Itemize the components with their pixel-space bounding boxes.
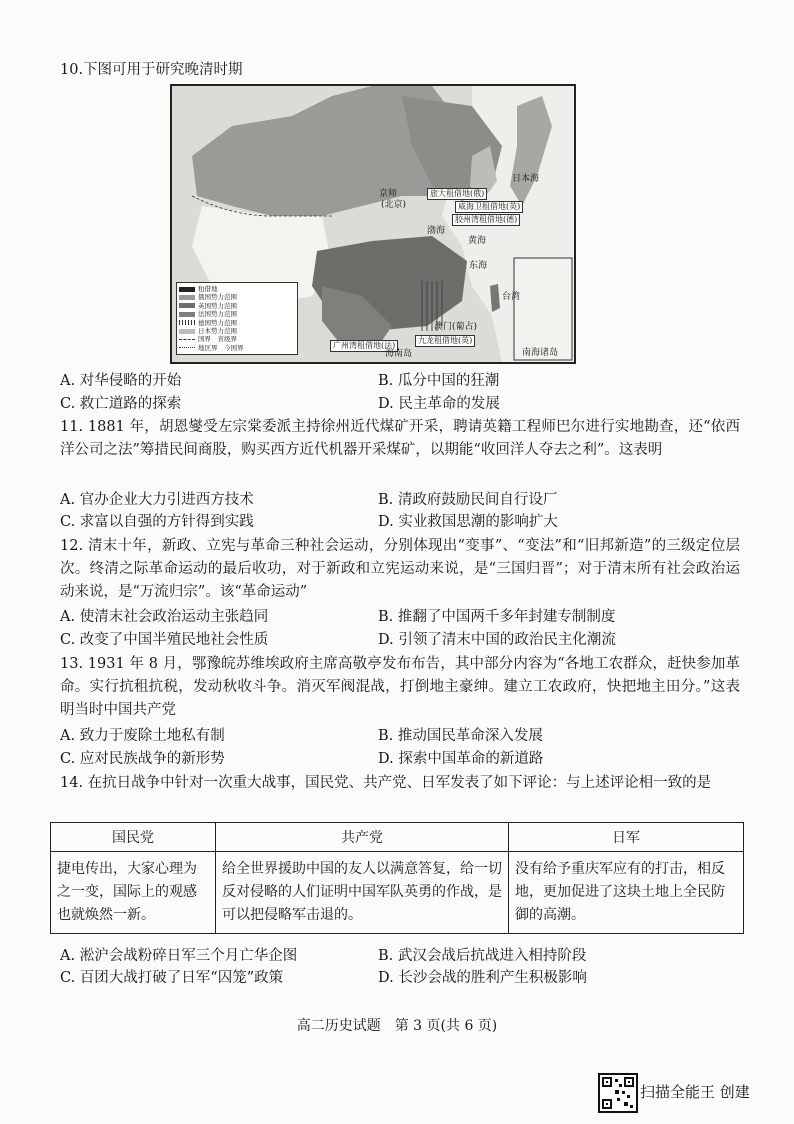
late-qing-map — [170, 84, 576, 364]
map-label-yellow-sea: 黄海 — [468, 236, 487, 246]
q13-option-c: C. 应对民族战争的新形势 — [60, 751, 225, 767]
q11-stem: 11. 1881 年，胡恩燮受左宗棠委派主持徐州近代煤矿开采，聘请英籍工程师巴尔进行实地勘查，还“依西洋公司之法”筹措民间商股，购买西方近代机器开采煤矿，以期能“收回洋人夺去之利”。这表明 — [60, 419, 740, 458]
q14-option-a: A. 淞沪会战粉碎日军三个月亡华企图 — [60, 948, 298, 964]
map-label-jingshi: 京师 — [379, 189, 398, 199]
q12-option-a: A. 使清末社会政治运动主张趋同 — [60, 609, 269, 625]
legend-row: 英国势力范围 — [179, 302, 295, 310]
q10-stem: 10.下图可用于研究晚清时期 — [60, 62, 243, 78]
map-label-beijing: (北京) — [381, 200, 407, 210]
q13-option-d: D. 探索中国革命的新道路 — [378, 751, 544, 767]
map-legend — [176, 282, 298, 355]
q12-stem: 12. 清末十年，新政、立宪与革命三种社会运动，分别体现出“变事”、“变法”和“旧邦新造”的三级定位层次。终清之际革命运动的最后收功，对于新政和立宪运动来说，是“三国归晋”；对于清末所有社会政治运动来说，是“万流归宗”。该“革命运动” — [60, 538, 740, 600]
legend-row: 日本势力范围 — [179, 327, 295, 335]
table-header-kmt: 国民党 — [51, 823, 216, 852]
table-header-japan: 日军 — [509, 823, 744, 852]
q11-option-c: C. 求富以自强的方针得到实践 — [60, 514, 254, 530]
legend-row: 地区界 今国界 — [179, 344, 295, 352]
table-cell-ccp: 给全世界援助中国的友人以满意答复，给一切反对侵略的人们证明中国军队英勇的作战，是可以把侵略军击退的。 — [216, 852, 509, 934]
map-label-macau: 澳门(葡占) — [434, 322, 478, 332]
q14-option-c: C. 百团大战打破了日军“囚笼”政策 — [60, 970, 284, 986]
map-label-lvda: 旅大租借地(俄) — [427, 188, 487, 200]
qr-code-icon — [598, 1073, 638, 1113]
q14-evaluation-table — [50, 822, 744, 934]
table-header-ccp: 共产党 — [216, 823, 509, 852]
q13-stem: 13. 1931 年 8 月，鄂豫皖苏维埃政府主席高敬亭发布布告，其中部分内容为“各地工农群众，赶快参加革命。实行抗租抗税，发动秋收斗争。消灭军阀混战，打倒地主豪绅。建立工农政府，快把地主田分。”这表明当时中国共产党 — [60, 656, 740, 718]
table-cell-kmt: 捷电传出，大家心理为之一变，国际上的观感也就焕然一新。 — [51, 852, 216, 934]
q10-option-c: C. 救亡道路的探索 — [60, 396, 182, 412]
map-label-weihaiwei: 威海卫租借地(英) — [455, 201, 523, 213]
legend-row: 德国势力范围 — [179, 319, 295, 327]
q12-option-d: D. 引领了清末中国的政治民主化潮流 — [378, 632, 616, 648]
map-label-east-sea: 东海 — [469, 261, 488, 271]
table-cell-japan: 没有给予重庆军应有的打击，相反地，更加促进了这块土地上全民防御的高潮。 — [509, 852, 744, 934]
q11-option-b: B. 清政府鼓励民间自行设厂 — [378, 492, 558, 508]
scanner-brand-label: 扫描全能王 创建 — [640, 1083, 750, 1101]
map-label-japan-sea: 日本海 — [512, 174, 540, 184]
map-label-kowloon: 九龙租借地(英) — [415, 335, 475, 347]
q10-option-b: B. 瓜分中国的狂潮 — [378, 373, 500, 389]
q12-option-c: C. 改变了中国半殖民地社会性质 — [60, 632, 269, 648]
legend-row: 俄国势力范围 — [179, 293, 295, 301]
legend-row: 国界 省级界 — [179, 335, 295, 343]
map-label-guangzhouwan: 广州湾租借地(法) — [330, 340, 398, 352]
q11-option-a: A. 官办企业大力引进西方技术 — [60, 492, 254, 508]
map-label-jiaozhouwan: 胶州湾租借地(德) — [452, 214, 520, 226]
q11-option-d: D. 实业救国思潮的影响扩大 — [378, 514, 558, 530]
map-label-south-sea: 南海诸岛 — [522, 348, 559, 358]
q10-option-d: D. 民主革命的发展 — [378, 396, 500, 412]
page-footer: 高二历史试题 第 3 页(共 6 页) — [296, 1018, 498, 1034]
legend-row: 租借地 — [179, 285, 295, 293]
q13-option-a: A. 致力于废除土地私有制 — [60, 728, 225, 744]
q14-option-d: D. 长沙会战的胜利产生积极影响 — [378, 970, 587, 986]
q14-option-b: B. 武汉会战后抗战进入相持阶段 — [378, 948, 587, 964]
q12-option-b: B. 推翻了中国两千多年封建专制制度 — [378, 609, 616, 625]
q10-option-a: A. 对华侵略的开始 — [60, 373, 182, 389]
map-label-bohai: 渤海 — [427, 226, 446, 236]
map-label-taiwan: 台湾 — [502, 292, 521, 302]
map-label-hainan: 海南岛 — [385, 349, 413, 359]
q13-option-b: B. 推动国民革命深入发展 — [378, 728, 543, 744]
legend-row: 法国势力范围 — [179, 310, 295, 318]
q14-stem: 14. 在抗日战争中针对一次重大战事，国民党、共产党、日军发表了如下评论：与上述评论相一致的是 — [60, 775, 712, 791]
